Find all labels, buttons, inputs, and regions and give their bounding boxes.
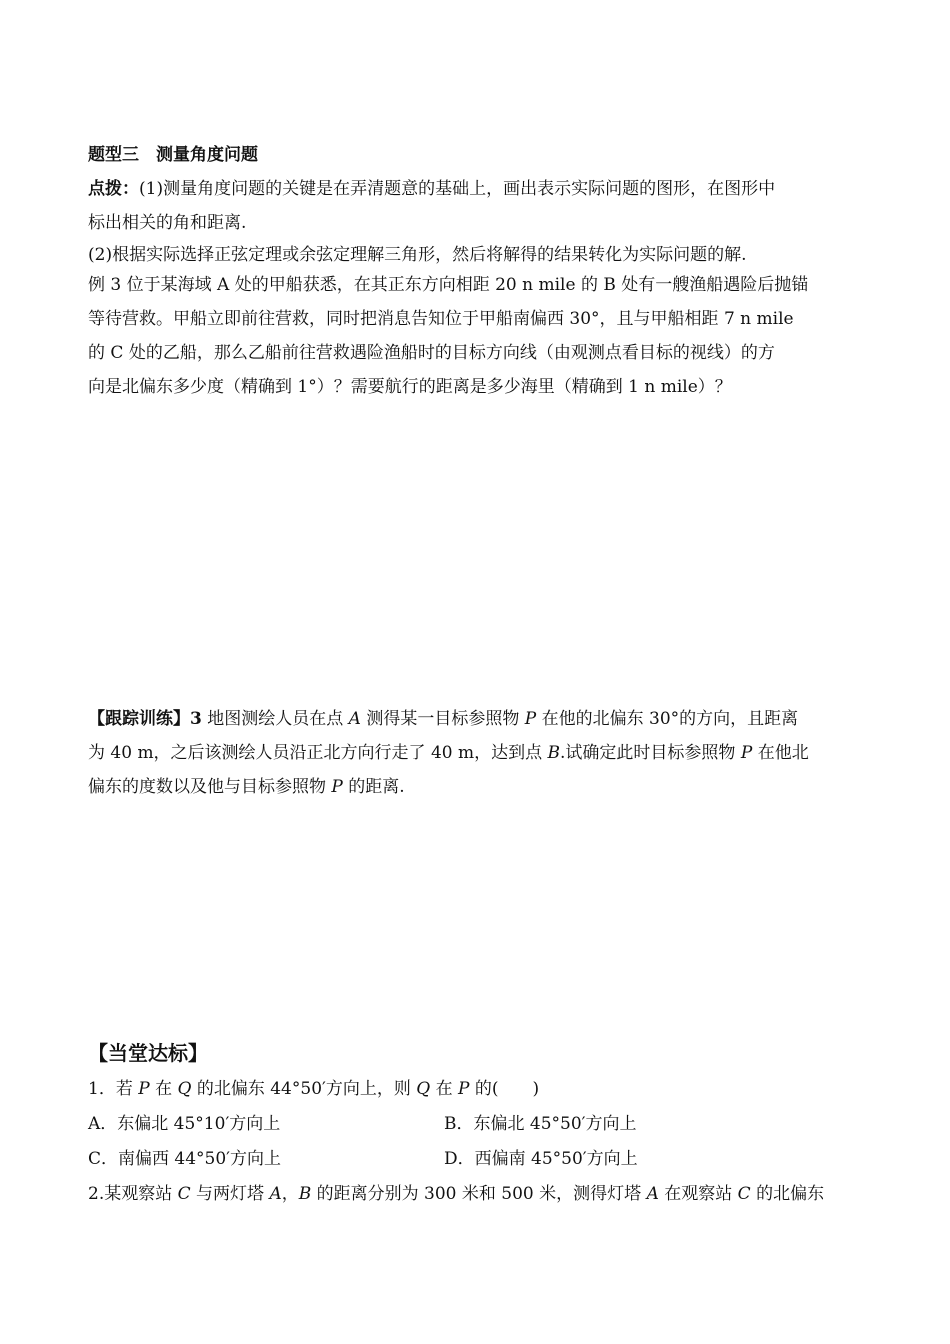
option-d: D．西偏南 45°50′方向上 (444, 1149, 638, 1169)
question-text: 的北偏东 44°50′方向上，则 (191, 1079, 417, 1099)
example-line-2: 等待营救。甲船立即前往营救，同时把消息告知位于甲船南偏西 30°，且与甲船相距 7 n mile (88, 309, 794, 329)
tip-text-1: (1)测量角度问题的关键是在弄清题意的基础上，画出表示实际问题的图形，在图形中 (139, 179, 776, 199)
point-c: C (737, 1184, 751, 1204)
example-line-3: 的 C 处的乙船，那么乙船前往营救遇险渔船时的目标方向线（由观测点看目标的视线）的方 (88, 343, 775, 363)
option-b: B．东偏北 45°50′方向上 (444, 1114, 637, 1134)
training-text: 为 40 m，之后该测绘人员沿正北方向行走了 40 m，达到点 (88, 743, 548, 763)
point-q: Q (177, 1079, 192, 1099)
training-line-3 (88, 776, 405, 798)
question-text: 的( ) (469, 1079, 540, 1099)
option-c: C．南偏西 44°50′方向上 (88, 1149, 282, 1169)
question-text: 在 (149, 1079, 178, 1099)
point-a: A (348, 709, 361, 729)
training-text: 测得某一目标参照物 (360, 709, 525, 729)
training-line-1 (88, 708, 798, 730)
point-p: P (458, 1079, 470, 1099)
point-p: P (138, 1079, 150, 1099)
point-b: B (298, 1184, 312, 1204)
question-text: 的北偏东 (750, 1184, 825, 1204)
question-text: 在观察站 (658, 1184, 738, 1204)
point-b: B (547, 743, 561, 763)
point-q: Q (416, 1079, 431, 1099)
example-line-1: 例 3 位于某海域 A 处的甲船获悉，在其正东方向相距 20 n mile 的 B 处有一艘渔船遇险后抛锚 (88, 275, 809, 295)
question-text: 2.某观察站 (88, 1184, 178, 1204)
tip-label: 点拨： (88, 179, 139, 199)
training-text: 偏东的度数以及他与目标参照物 (88, 777, 332, 797)
class-practice-heading: 【当堂达标】 (88, 1041, 208, 1065)
point-c: C (177, 1184, 191, 1204)
training-text: 在他北 (752, 743, 809, 763)
question-text: 与两灯塔 (190, 1184, 270, 1204)
question-text: 在 (430, 1079, 459, 1099)
question-text: 的距离分别为 300 米和 500 米，测得灯塔 (311, 1184, 647, 1204)
tip-line-3: (2)根据实际选择正弦定理或余弦定理解三角形，然后将解得的结果转化为实际问题的解. (88, 245, 747, 265)
option-a: A．东偏北 45°10′方向上 (88, 1114, 281, 1134)
point-p: P (740, 743, 753, 763)
point-a: A (269, 1184, 282, 1204)
tip-line-1 (88, 178, 775, 200)
tip-line-2: 标出相关的角和距离. (88, 213, 247, 233)
training-text: 的距离. (342, 777, 405, 797)
question-2 (88, 1183, 824, 1205)
point-p: P (524, 709, 537, 729)
training-text: 地图测绘人员在点 (201, 709, 349, 729)
question-1 (88, 1078, 539, 1100)
training-text: 在他的北偏东 30°的方向，且距离 (536, 709, 799, 729)
question-text: ， (281, 1184, 299, 1204)
example-line-4: 向是北偏东多少度（精确到 1°）？需要航行的距离是多少海里（精确到 1 n mile）？ (88, 377, 732, 397)
training-label: 【跟踪训练】3 (88, 709, 202, 729)
training-line-2 (88, 742, 809, 764)
training-text: .试确定此时目标参照物 (560, 743, 741, 763)
section-heading: 题型三 测量角度问题 (88, 145, 258, 165)
question-text: 1．若 (88, 1079, 139, 1099)
point-p: P (331, 777, 343, 797)
point-a: A (646, 1184, 659, 1204)
